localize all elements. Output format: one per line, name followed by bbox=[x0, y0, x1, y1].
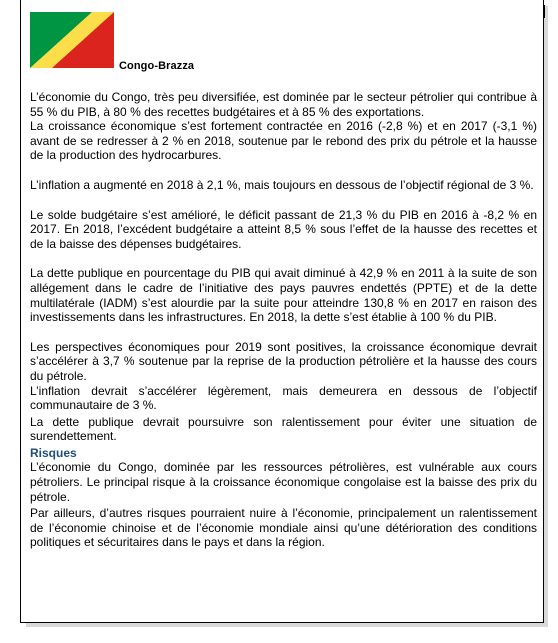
frame-shadow-right bbox=[544, 6, 548, 626]
paragraph-growth: La croissance économique s’est fortement contractée en 2016 (-2,8 %) et en 2017 (-3,1 %) avant de se redresser à 2 % en 2018, soutenue par le rebond des prix du pétrole et la hausse de la production des hydrocarbures. bbox=[30, 119, 537, 163]
congo-flag-image bbox=[30, 12, 114, 68]
document-body bbox=[30, 90, 537, 550]
country-label: Congo-Brazza bbox=[119, 60, 195, 72]
paragraph-economy-overview: L’économie du Congo, très peu diversifiée, est dominée par le secteur pétrolier qui contribue à 55 % du PIB, à 80 % des recettes budgétaires et à 85 % des exportations. bbox=[30, 90, 537, 119]
paragraph-risks-other: Par ailleurs, d’autres risques pourraient nuire à l’économie, principalement un ralentissement de l’économie chinoise et de l’économie mondiale ainsi qu’une détérioration des conditions politiques et sécuritaires dans le pays et dans la région. bbox=[30, 506, 537, 550]
paragraph-budget: Le solde budgétaire s’est amélioré, le déficit passant de 21,3 % du PIB en 2016 à -8,2 % en 2017. En 2018, l’excédent budgétaire a atteint 8,5 % sous l’effet de la hausse des recettes et de la baisse des dépenses budgétaires. bbox=[30, 207, 537, 251]
paragraph-inflation: L’inflation a augmenté en 2018 à 2,1 %, mais toujours en dessous de l’objectif régional de 3 %. bbox=[30, 177, 534, 192]
text-cursor bbox=[543, 5, 545, 18]
paragraph-outlook: Les perspectives économiques pour 2019 sont positives, la croissance économique devrait s’accélérer à 3,7 % soutenue par la reprise de la production pétrolière et la hausse des cours du pétrole. bbox=[30, 339, 537, 383]
paragraph-risks-oil: L’économie du Congo, dominée par les ressources pétrolières, est vulnérable aux cours pétroliers. Le principal risque à la croissance économique congolaise est la baisse des prix du pétrole. bbox=[30, 460, 537, 504]
flag-svg bbox=[30, 12, 114, 68]
risks-heading: Risques bbox=[30, 445, 77, 460]
frame-shadow-bottom bbox=[26, 623, 548, 627]
paragraph-debt-outlook: La dette publique devrait poursuivre son ralentissement pour éviter une situation de surendettement. bbox=[30, 414, 537, 444]
paragraph-debt: La dette publique en pourcentage du PIB qui avait diminué à 42,9 % en 2011 à la suite de son allégement dans le cadre de l’initiative des pays pauvres endettés (PPTE) et de la dette multilatérale (IADM) s’est alourdie par la suite pour atteindre 130,8 % en 2017 en raison des investissements dans les infrastructures. En 2018, la dette s’est établie à 100 % du PIB. bbox=[30, 266, 537, 325]
paragraph-inflation-outlook: L’inflation devrait s’accélérer légèrement, mais demeurera en dessous de l’objectif communautaire de 3 %. bbox=[30, 383, 537, 413]
